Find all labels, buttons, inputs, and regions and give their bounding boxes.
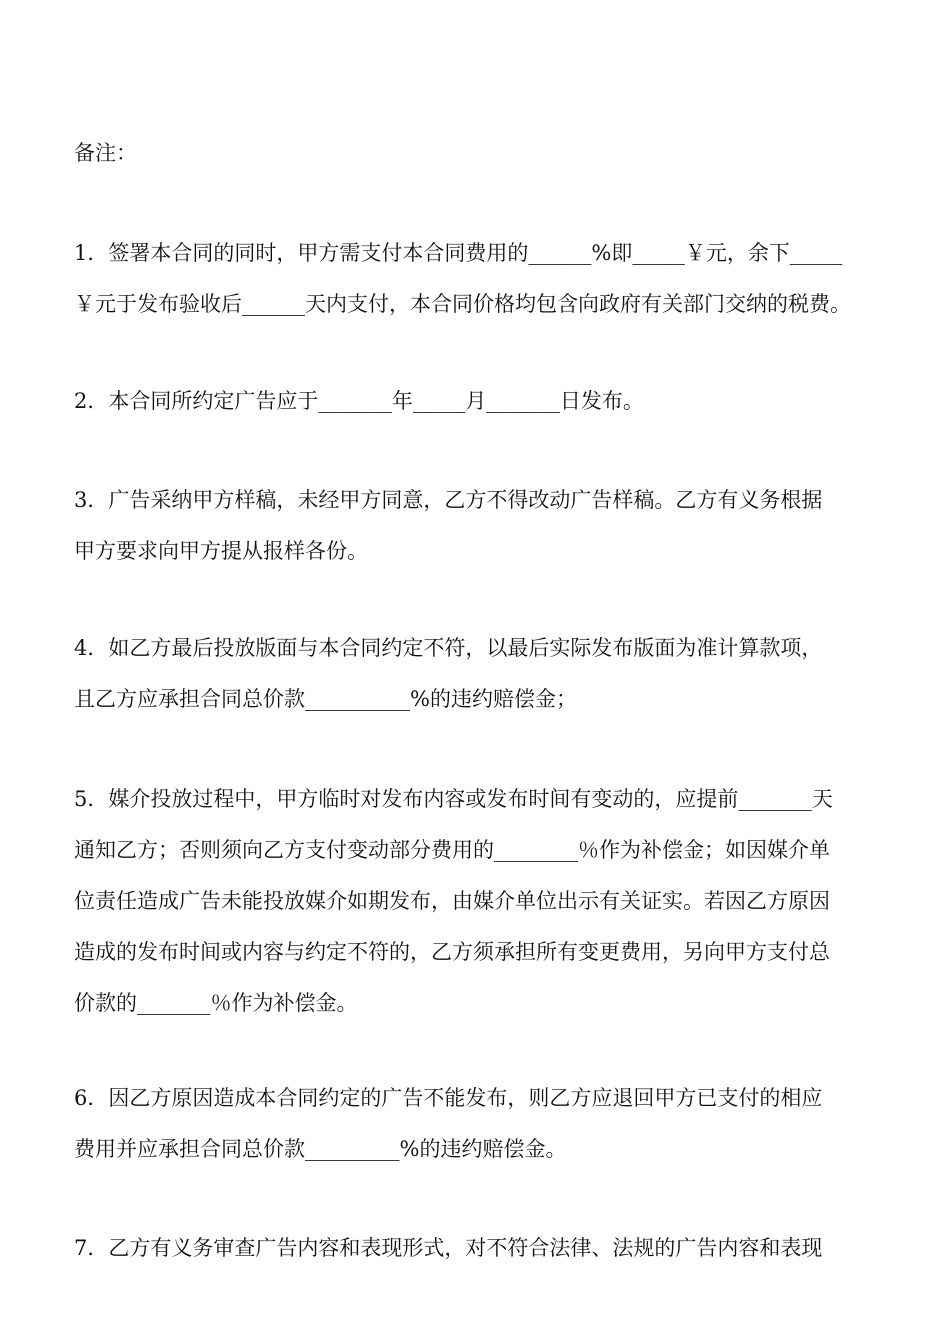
clause-5 [74,784,884,1039]
clause-4 [74,633,884,735]
clause-line: 甲方要求向甲方提从报样各份。 [74,539,368,563]
clause-line: ￥元于发布验收后______天内支付，本合同价格均包含向政府有关部门交纳的税费。 [74,292,851,316]
clause-line: 价款的_______％作为补偿金。 [74,991,358,1015]
notes-heading: 备注： [74,141,137,165]
clause-7 [74,1233,884,1284]
clause-6 [74,1083,884,1185]
clause-3 [74,485,884,587]
clause-line: 2．本合同所约定广告应于_______年_____月_______日发布。 [74,389,644,413]
clause-line: 7．乙方有义务审查广告内容和表现形式，对不符合法律、法规的广告内容和表现 [74,1236,823,1260]
clause-line: 通知乙方；否则须向乙方支付变动部分费用的________％作为补偿金；如因媒介单 [74,838,830,862]
clause-line: 费用并应承担合同总价款_________%的违约赔偿金。 [74,1137,567,1161]
clause-line: 3．广告采纳甲方样稿，未经甲方同意，乙方不得改动广告样稿。乙方有义务根据 [74,488,823,512]
clause-2 [74,386,884,437]
clause-line: 1．签署本合同的同时，甲方需支付本合同费用的______%即_____￥元，余下_____ [74,241,843,265]
clause-line: 5．媒介投放过程中，甲方临时对发布内容或发布时间有变动的，应提前_______天 [74,787,833,811]
clause-line: 4．如乙方最后投放版面与本合同约定不符，以最后实际发布版面为准计算款项， [74,636,823,660]
clause-line: 且乙方应承担合同总价款__________%的违约赔偿金； [74,687,577,711]
clause-1 [74,238,884,340]
clause-line: 6．因乙方原因造成本合同约定的广告不能发布，则乙方应退回甲方已支付的相应 [74,1086,823,1110]
clause-line: 造成的发布时间或内容与约定不符的，乙方须承担所有变更费用，另向甲方支付总 [74,940,830,964]
clause-line: 位责任造成广告未能投放媒介如期发布，由媒介单位出示有关证实。若因乙方原因 [74,889,830,913]
